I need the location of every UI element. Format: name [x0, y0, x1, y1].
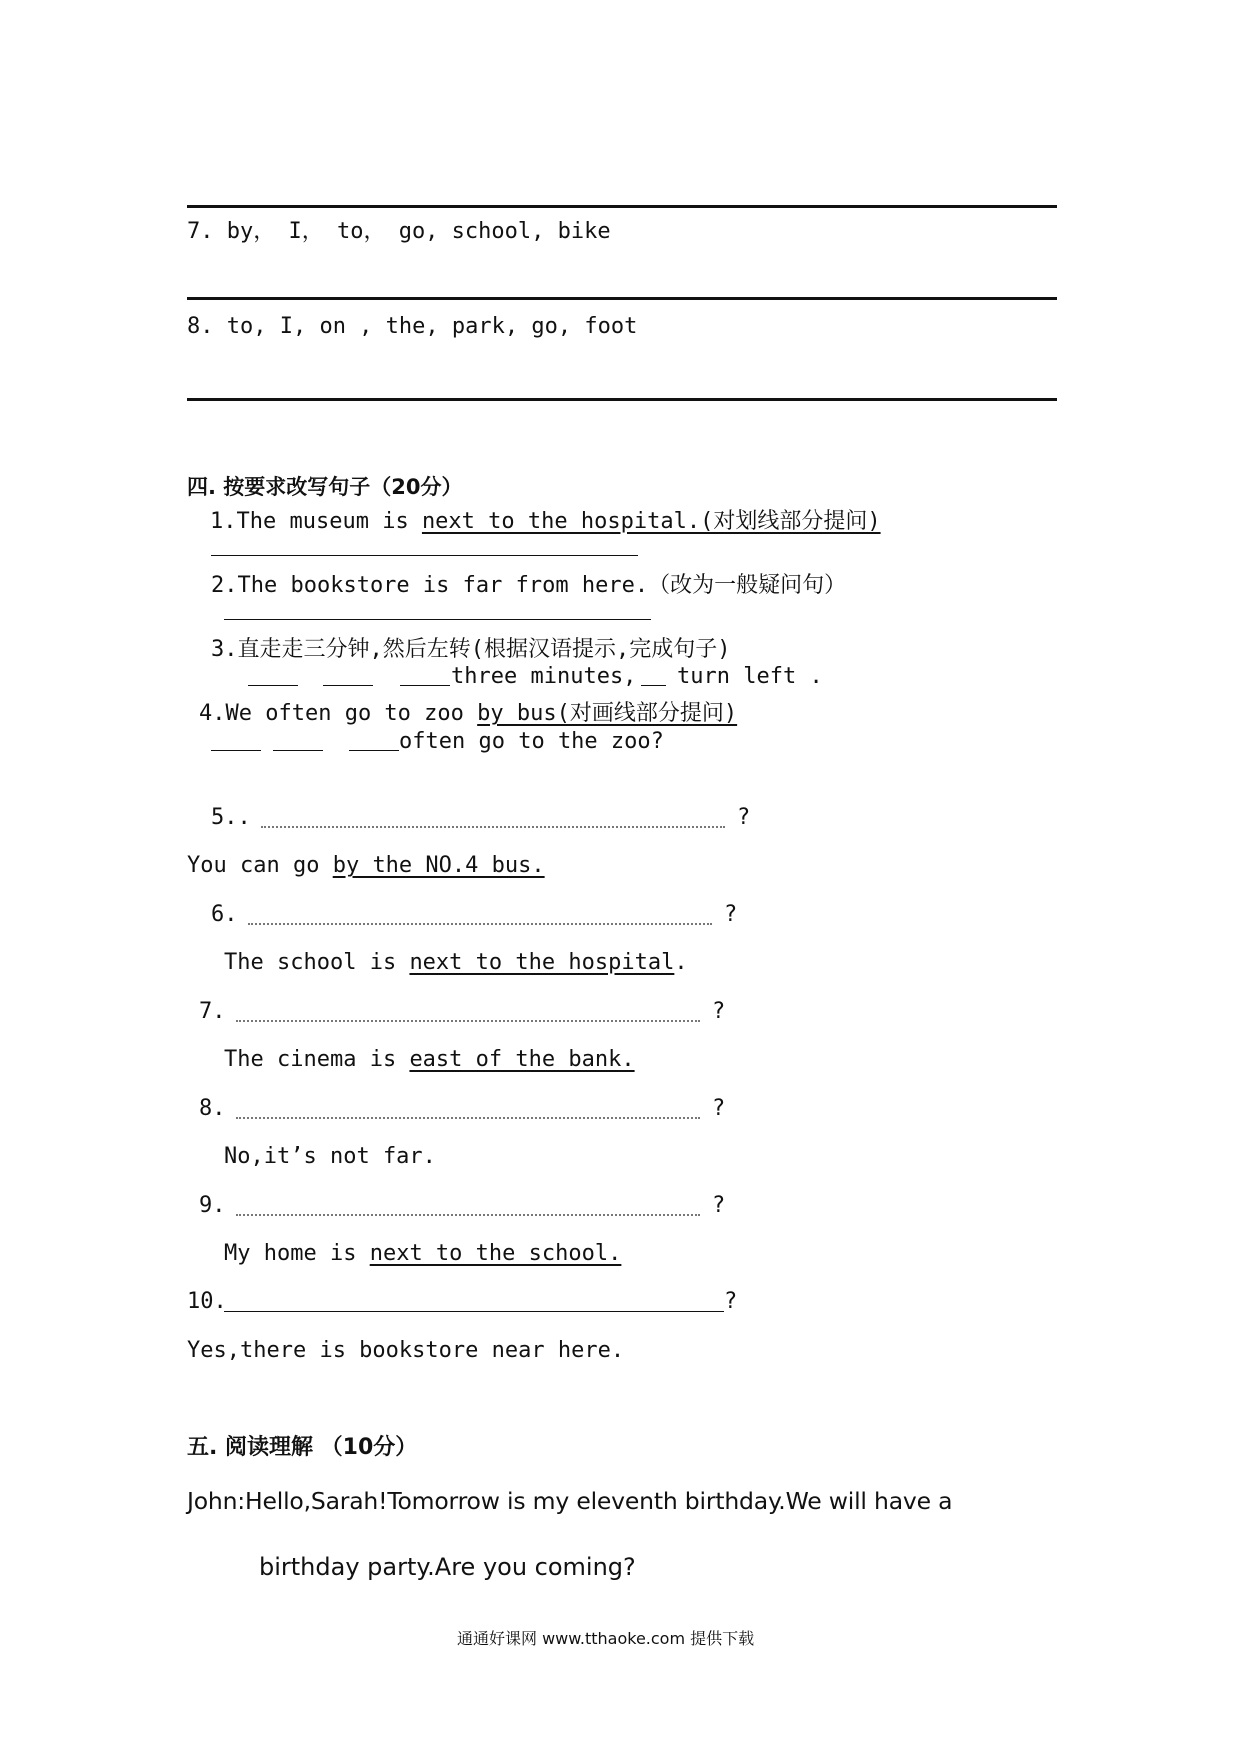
s4-q3-blank-2[interactable]	[323, 685, 373, 686]
s4-q6-answer-underlined: next to the hospital	[409, 950, 675, 975]
s4-question-2: 2.The bookstore is far from here.（改为一般疑问句）	[211, 573, 847, 598]
s4-q7-answer	[224, 1047, 635, 1072]
question-8: 8. to, I, on , the, park, go, foot	[187, 314, 638, 339]
s4-q8-answer: No,it’s not far.	[224, 1144, 436, 1169]
s4-q4-underlined: by bus(对画线部分提问)	[477, 701, 738, 726]
s4-question-4	[199, 696, 737, 727]
s4-q9-answer-blank[interactable]	[236, 1214, 700, 1216]
s4-q1-text: The museum is	[236, 509, 422, 534]
section-5-title: 五. 阅读理解 （10分）	[187, 1435, 418, 1460]
s4-q6-answer	[224, 950, 688, 975]
s4-q4-blank-1[interactable]	[211, 750, 261, 751]
s4-q10-number: 10.	[187, 1289, 227, 1314]
s4-q3-blank-4[interactable]	[641, 685, 666, 686]
s4-q8-question-mark: ?	[712, 1096, 726, 1121]
s4-q6-number: 6.	[211, 902, 238, 927]
s4-q7-question-mark: ?	[712, 999, 726, 1024]
s4-q2-answer-blank[interactable]	[224, 619, 651, 620]
s4-q7-answer-blank[interactable]	[236, 1020, 700, 1022]
s4-q4-answer-tail: often go to the zoo?	[399, 729, 664, 754]
answer-line-7	[187, 297, 1057, 300]
s4-q6-answer-end: .	[674, 950, 688, 975]
s4-q8-number: 8.	[199, 1096, 226, 1121]
s4-q5-answer-blank[interactable]	[261, 826, 725, 828]
page-footer: 通通好课网 www.tthaoke.com 提供下载	[457, 1629, 755, 1648]
s4-q1-underlined: next to the hospital.(对划线部分提问)	[421, 509, 881, 534]
s4-q10-question-mark: ?	[724, 1289, 738, 1314]
s4-q6-answer-blank[interactable]	[248, 923, 712, 925]
s4-q6-question-mark: ?	[724, 902, 738, 927]
s4-q3-blank-1[interactable]	[248, 685, 298, 686]
s4-q4-blank-2[interactable]	[273, 750, 323, 751]
s4-q9-number: 9.	[199, 1193, 226, 1218]
s4-q5-answer-underlined: by the NO.4 bus.	[332, 853, 545, 878]
reading-line-1: John:Hello,Sarah!Tomorrow is my eleventh birthday.We will have a	[187, 1487, 953, 1515]
s4-q7-answer-text: The cinema is	[224, 1047, 410, 1072]
s4-q3-blank-3[interactable]	[400, 685, 450, 686]
s4-q7-number: 7.	[199, 999, 226, 1024]
s4-q10-answer-blank[interactable]	[224, 1311, 724, 1312]
question-7: 7. by， I， to， go, school, bike	[187, 219, 611, 244]
s4-q7-answer-underlined: east of the bank.	[409, 1047, 635, 1072]
s4-q8-answer-blank[interactable]	[236, 1117, 700, 1119]
answer-line-8	[187, 398, 1057, 401]
s4-q9-answer-underlined: next to the school.	[369, 1241, 622, 1266]
s4-q6-answer-text: The school is	[224, 950, 410, 975]
s4-q5-answer-text: You can go	[187, 853, 333, 878]
s4-question-3-prompt: 3.直走走三分钟,然后左转(根据汉语提示,完成句子)	[211, 637, 731, 662]
s4-q4-blank-3[interactable]	[349, 750, 399, 751]
s4-q10-answer: Yes,there is bookstore near here.	[187, 1338, 625, 1363]
s4-q5-question-mark: ?	[737, 805, 751, 830]
s4-q5-answer	[187, 853, 545, 878]
s4-q1-answer-blank[interactable]	[211, 555, 638, 556]
section-4-title: 四. 按要求改写句子（20分）	[187, 475, 463, 499]
s4-q5-number: 5..	[211, 805, 251, 830]
answer-line-6	[187, 205, 1057, 208]
s4-q3-text-end: turn left .	[677, 664, 823, 689]
s4-q1-number: 1.	[210, 509, 237, 534]
reading-line-2: birthday party.Are you coming?	[259, 1553, 636, 1581]
s4-q9-answer	[224, 1241, 621, 1266]
s4-question-1	[210, 504, 881, 535]
s4-q4-text: 4.We often go to zoo	[199, 701, 478, 726]
s4-q9-answer-text: My home is	[224, 1241, 370, 1266]
s4-q3-text-mid: three minutes,	[451, 664, 637, 689]
s4-q9-question-mark: ?	[712, 1193, 726, 1218]
